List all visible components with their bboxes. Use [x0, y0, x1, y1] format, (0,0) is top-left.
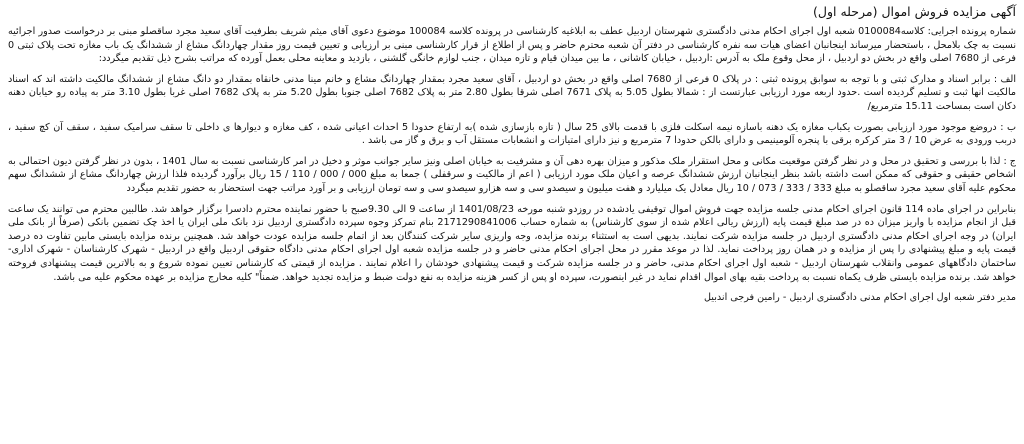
- signature-line: مدیر دفتر شعبه اول اجرای احکام مدنی دادگستری اردبیل - رامین فرجی اندبیل: [704, 292, 1016, 304]
- paragraph-alef: الف : برابر اسناد و مدارک ثبتی و با توجه به سوابق پرونده ثبتی : در پلاک 0 فرعی از 7680 اصلی واقع در بخش دو اردبیل ، آقای سعید مجرد بمقدار چهاردانگ مشاع و خانم مینا مدنی خانقاه بمقدار دو دانگ مشاع از ششدانگ مالکیت داشته اند که اسناد مالکیت انها ثبت و تسلیم گردیده است .حدود اربعه مورد ارزیابی عبارتست از : شمالا بطول 5.05 به پلاک 7671 اصلی شرقا بطول 2.80 متر به پلاک 7682 اصلی جنوبا بطول 5.20 متر به پلاک 7682 اصلی غربا بطول 3.10 متر به پیاده رو خیابان دهنه دکان است بمساحت 15.11 مترمربع/: [8, 73, 1017, 112]
- notice-title: آگهی مزایده فروش اموال (مرحله اول): [813, 4, 1016, 19]
- paragraph-jim: ج : لذا با بررسی و تحقیق در محل و در نظر گرفتن موقعیت مکانی و محل استقرار ملک مذکور و میزان بهره دهی آن و مشرفیت به خیابان اصلی ونیز سایر جوانب موثر و دخیل در امر کارشناسی نسبت به سال 1401 ، بدون در نظر گرفتن دیون احتمالی به اشخاص حقیقی و حقوقی که ممکن است داشته باشد بنظر اینجانبان ارزش ششدانگ عرصه و اعیان ملک مورد ارزیابی ( اعم از مالکیت و سرقفلی ) جمعا به مبلغ 000 / 000 / 110 / 15 ریال برآورد گردیده فلذا ارزش چهاردانگ مشاع از ششدانگ سهم محکوم علیه آقای سعید مجرد ساقصلو به مبلغ 333 / 333 / 073 / 10 ریال معادل یک میلیارد و هفت میلیون و سیصدو سی و سه هزارو سیصدو سی و سه تومان ارزیابی و بر آورد مراتب جهت استحضار به حضور تقدیم میگردد: [8, 155, 1017, 194]
- case-intro-paragraph: شماره پرونده اجرایی: کلاسه0100084 شعبه اول اجرای احکام مدنی دادگستری شهرستان اردبیل عطف به ابلاغیه کارشناسی در پرونده کلاسه 100084 موضوع دعوی آقای میثم شریف بطرفیت آقای سعید مجرد ساقصلو مبنی بر درخواست صدور اجرائیه نسبت به چک بلامحل ، باستحضار میرساند اینجانبان اعضای هیات سه نفره کارشناسی در دفتر آن شعبه محترم حاضر و پس از اطلاع از قرار کارشناسی مبنی بر ارزیابی و تعیین قیمت روز مقدار چهاردانگ مشاع از ششدانگ یک باب مغازه تحت پلاک ثبتی 0 فرعی از 7680 اصلی واقع در بخش دو اردبیل ، از محل وقوع ملک به آدرس :اردبیل ، خیابان کاشانی ، ما بین میدان قیام و تازه میدان ، جنب لوازم خانگی گلشنی ، بازدید و معاینه محلی بعمل آورده که مراتب بشرح ذیل تقدیم میگردد:: [8, 26, 1016, 65]
- paragraph-be: ب : دروضع موجود مورد ارزیابی بصورت یکباب مغازه یک دهنه باسازه نیمه اسکلت فلزی با قدمت بالای 25 سال ( تازه بازسازی شده )به ارتفاع حدودا 5 احداث اعیانی شده ، کف مغازه و دیوارها ی داخلی تا سقف سرامیک سفید ، سقف آن کچ سفید ، دربب ورودی به عرض 10 / 3 متر کرکره برقی با پنجره آلومینیمی و دارای بالکن حدودا 7 مترمربع و نیز دارای امتیازات و انشعابات مستقل آب و برق و گاز می باشد .: [8, 121, 1016, 147]
- auction-terms-paragraph: بنابراین در اجرای ماده 114 قانون اجرای احکام مدنی جلسه مزایده جهت فروش اموال توقیفی یادشده در روزدو شنبه مورخه 1401/08/23 از ساعت 9 الی 9.30صبح با حضور نماینده محترم دادسرا برگزار خواهد شد. طالبین محترم می توانند یک ساعت قبل از انجام مزایده با واریز میزان ده در صد مبلغ قیمت پایه (ارزش ریالی اعلام شده از سوی کارشناس) به شماره حساب 2171290841006 بنام تمرکز وجوه سپرده دادگستری اردبیل نزد بانک ملی ایران یا اخذ چک تضمین بانکی (صرفاً از بانک ملی ایران) در وجه اجرای احکام مدنی دادگستری اردبیل در جلسه مزایده شرکت نمایند. بدیهی است به استثناء برنده مزایده، وجه واریزی سایر شرکت کنندگان بعد از اتمام جلسه مزایده عودت خواهد شد. همچنین برنده مزایده بایستی مابین تفاوت ده درصد قیمت پایه و مبلغ پیشنهادی را پس از مزایده و در همان روز پرداخت نماید. لذا در موعد مقرر در محل اجرای احکام مدنی حاضر و در جلسه مزایده شعبه اول اجرای احکام مدنی دادگاه حقوقی اردبیل واقع در اردبیل - شهرک کارشناسان - شهرک اداری- ساختمان دادگاههای عمومی وانقلاب شهرستان اردبیل - شعبه اول اجرای احکام مدنی، حاضر و در جلسه مزایده شرکت و قیمت پیشنهادی خودشان را اعلام نمایند . مزایده از قیمتی که کارشناس تعیین نموده شروع و به بالاترین قیمت پیشنهادی فروخته خواهد شد. برنده مزایده بایستی ظرف یکماه نسبت به پرداخت بقیه بهای اموال اقدام نماید در غیر اینصورت، سپرده او پس از کسر هزینه مزایده به نفع دولت ضبط و مزایده تجدید خواهد. ضمناً" کلیه مخارج مزایده بر عهده محکوم علیه می باشد.: [8, 203, 1016, 283]
